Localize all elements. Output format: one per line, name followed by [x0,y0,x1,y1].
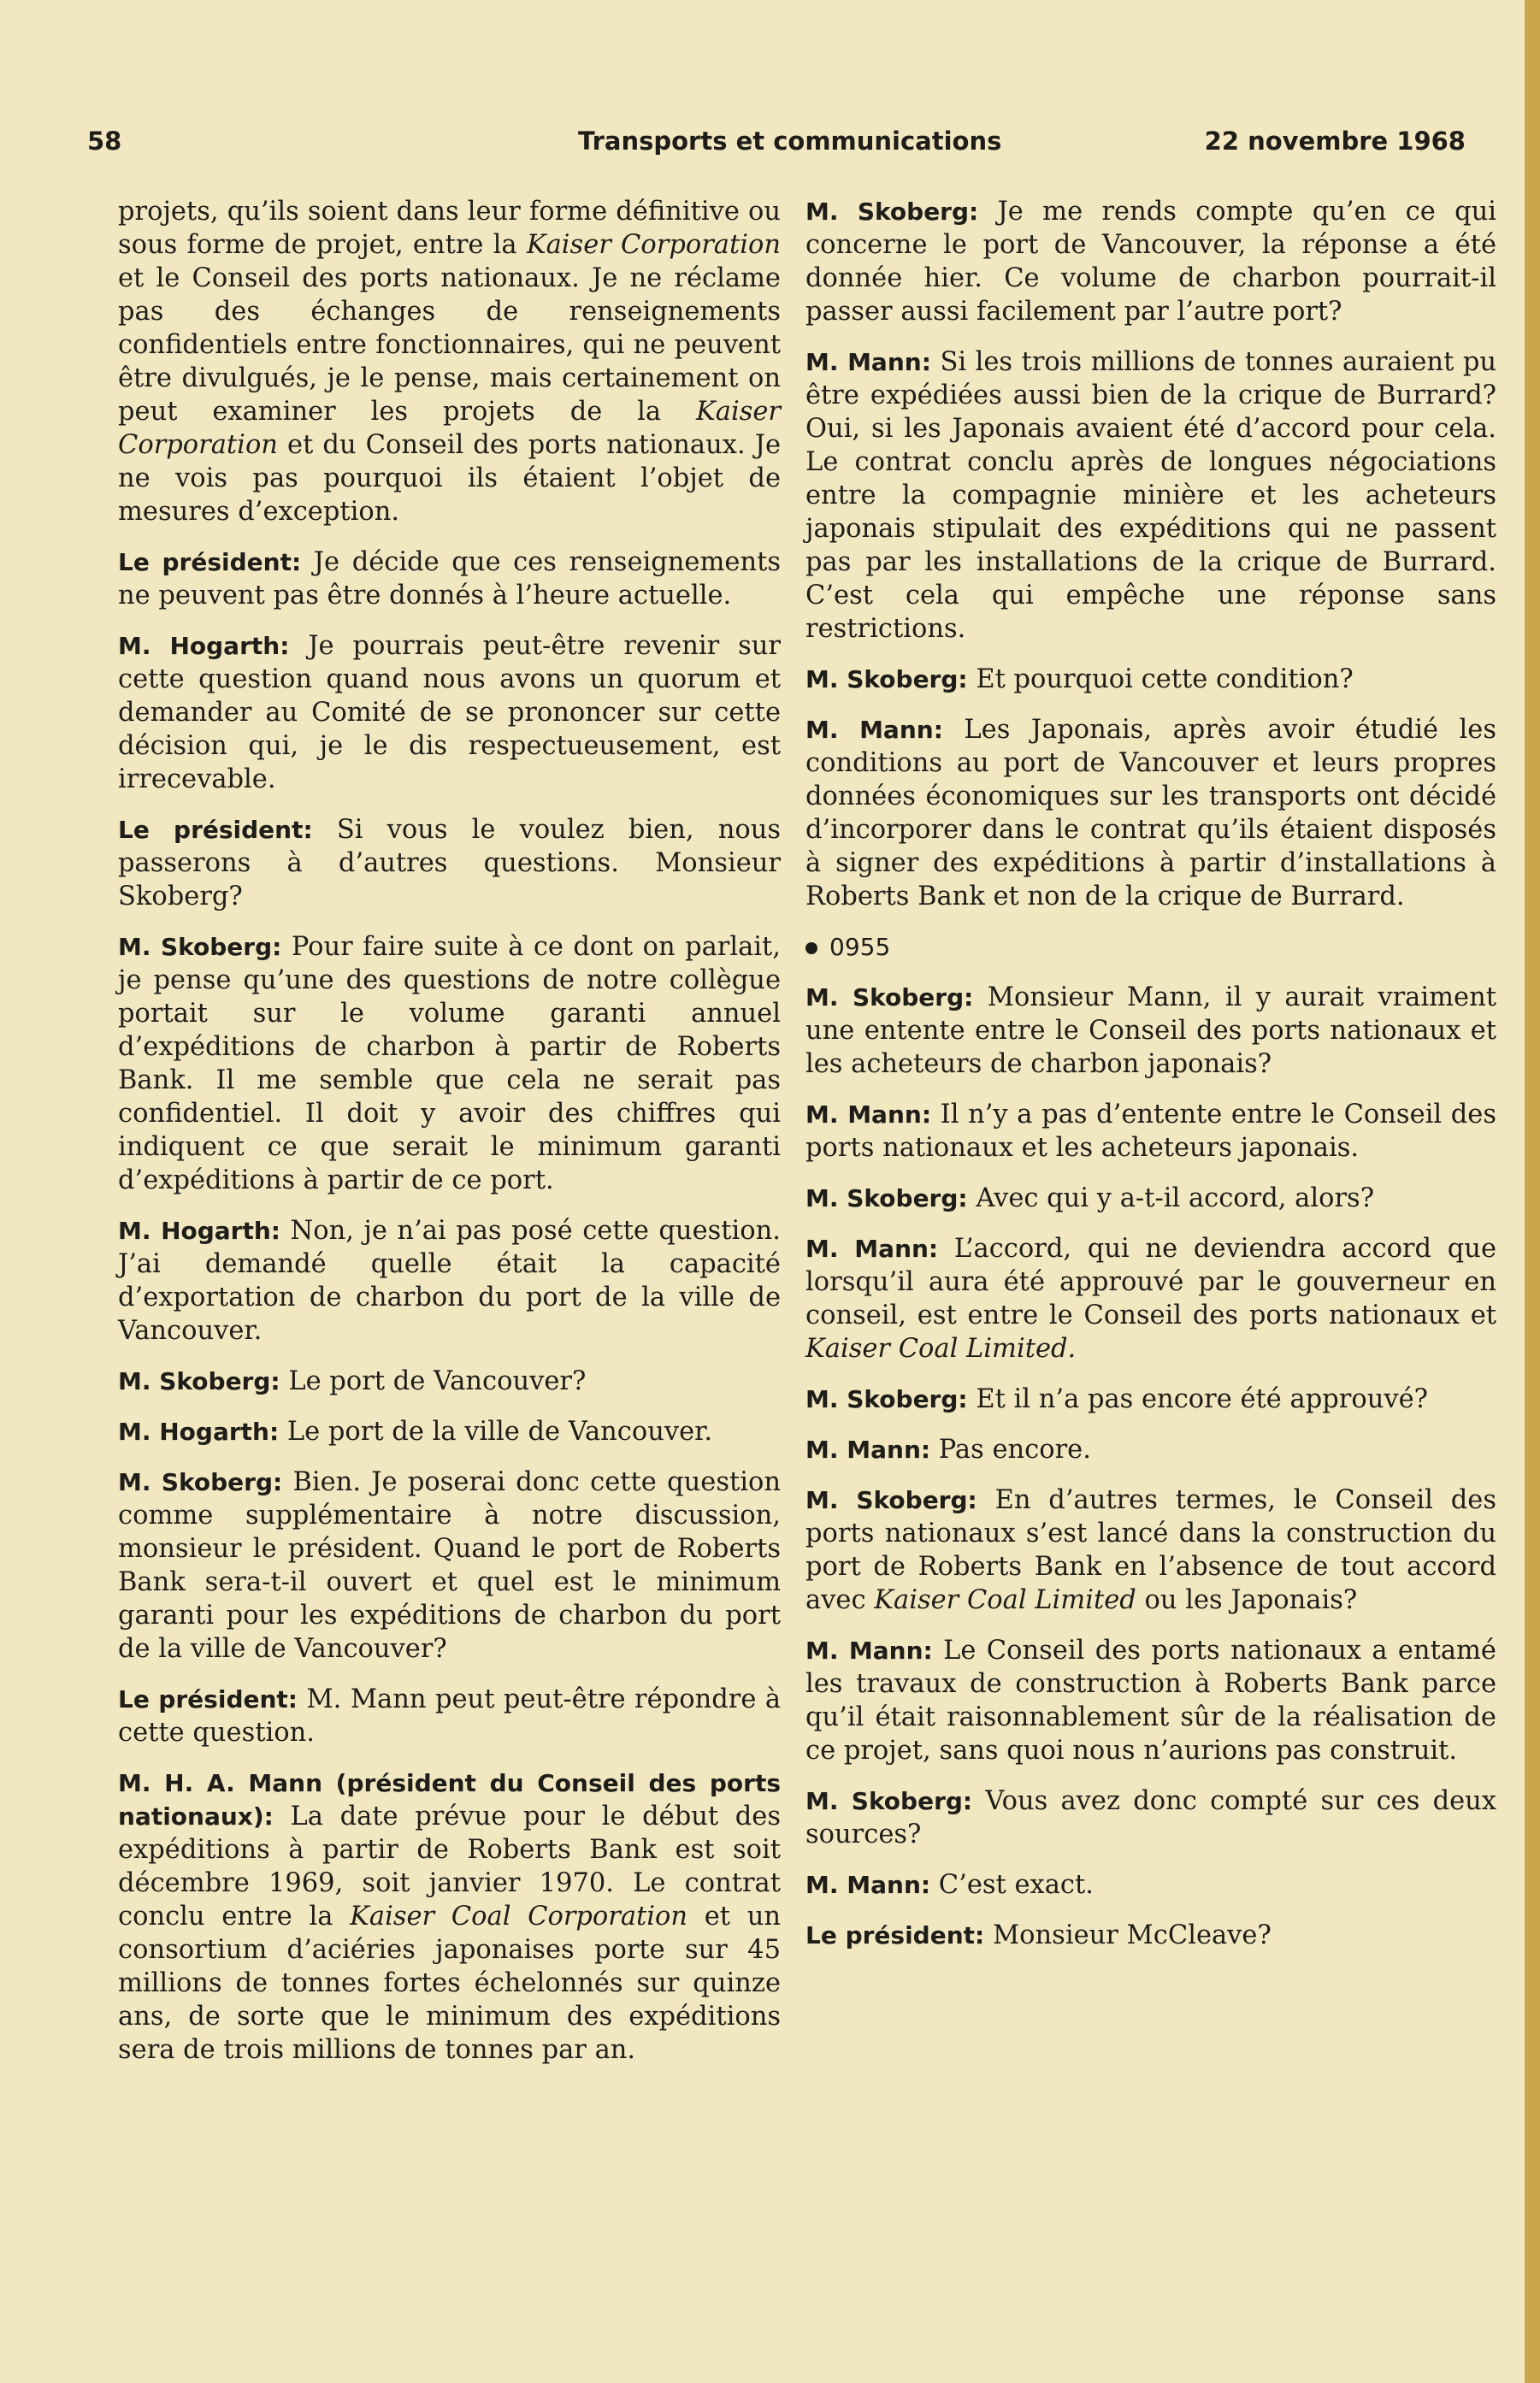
body-text: Non, je n’ai pas posé cette question. J’ai demandé quelle était la capacité d’exportation de charbon du port de la ville de Vancouver. [118,1216,781,1346]
body-text: projets, qu’ils soient dans leur forme définitive ou sous forme de projet, entre la [118,197,781,260]
paragraph [805,981,1496,1081]
speaker-name: Le président: [805,1921,985,1949]
body-text: Le port de la ville de Vancouver. [286,1417,713,1447]
body-text: Je pourrais peut-être revenir sur cette question quand nous avons un quorum et demander au Comité de se prononcer sur cette décision qui, je le dis respectueusement, est irrecevable. [118,631,781,794]
paragraph [118,1415,781,1448]
time-marker [805,930,1496,964]
italic-text: Kaiser Coal Limited. [805,1334,1077,1364]
paragraph [805,1868,1496,1902]
speaker-name: M. Mann: [805,348,931,376]
paragraph [805,1383,1496,1416]
header-date: 22 novembre 1968 [1204,127,1466,156]
paragraph [118,1365,781,1398]
body-text: Monsieur McCleave? [992,1920,1272,1950]
body-text: Et il n’a pas encore été approuvé? [976,1384,1428,1414]
speaker-name: M. Mann: [805,1637,933,1665]
italic-text: Kaiser Coal Corporation [350,1902,688,1932]
speaker-name: M. Hogarth: [118,632,290,660]
speaker-name: M. Mann: [805,1100,932,1129]
paragraph [118,195,781,528]
speaker-name: M. H. A. Mann (président du Conseil des ports nationaux): [118,1769,781,1831]
italic-text: Kaiser Corporation [526,230,781,260]
paragraph [805,195,1496,328]
body-text: ou les Japonais? [1136,1585,1358,1615]
body-text: Vous avez donc compté sur ces deux sources? [805,1786,1497,1849]
speaker-name: M. Skoberg: [805,1486,977,1514]
paragraph [805,663,1496,696]
italic-text: Kaiser Corporation [118,397,781,460]
body-text: Pour faire suite à ce dont on parlait, je pense qu’une des questions de notre collègue portait sur le volume garanti annuel d’expéditions de charbon à partir de Roberts Bank. Il me semble que cela ne serait pas confidentiel. Il doit y avoir des chiffres qui indiquent ce que serait le minimum garanti d’expéditions à partir de ce port. [118,932,782,1195]
speaker-name: M. Skoberg: [118,1367,280,1395]
speaker-name: Le président: [118,1685,298,1714]
body-text: L’accord, qui ne deviendra accord que lorsqu’il aura été approuvé par le gouverneur en conseil, est entre le Conseil des ports nationaux et [805,1234,1497,1330]
body-text: C’est exact. [938,1870,1094,1900]
speaker-name: M. Skoberg: [805,983,974,1012]
speaker-name: M. Skoberg: [805,1184,968,1212]
body-text: Si les trois millions de tonnes auraient pu être expédiées aussi bien de la crique de Burrard? Oui, si les Japonais avaient été d’accord pour cela. Le contrat conclu après de longues négociations entre la compagnie minière et les acheteurs japonais stipulait des expéditions qui ne passent pas par les installations de la crique de Burrard. C’est cela qui empêche une réponse sans restrictions. [805,347,1497,644]
body-text: Si vous le voulez bien, nous passerons à d’autres questions. Monsieur Skoberg? [118,815,781,911]
body-text: En d’autres termes, le Conseil des ports nationaux s’est lancé dans la construction du port de Roberts Bank en l’absence de tout accord avec [805,1485,1496,1615]
right-column [805,195,1496,1969]
body-text: et le Conseil des ports nationaux. Je ne réclame pas des échanges de renseignements confidentiels entre fonctionnaires, qui ne peuvent être divulgués, je le pense, mais certainement on peut examiner les projets de la [118,263,781,427]
body-text: Les Japonais, après avoir étudié les conditions au port de Vancouver et leurs propres données économiques sur les transports ont décidé d’incorporer dans le contrat qu’ils étaient disposés à signer des expéditions à partir d’installations à Roberts Bank et non de la crique de Burrard. [805,715,1496,911]
paragraph [805,1784,1496,1851]
italic-text: Kaiser Coal Limited [874,1585,1136,1615]
paragraph [118,930,781,1197]
speaker-name: Le président: [118,548,302,576]
paragraph [118,813,781,913]
paragraph [118,629,781,796]
time-marker-text: 0955 [829,933,891,961]
paragraph [118,1767,781,2067]
speaker-name: M. Hogarth: [118,1418,280,1446]
body-text: Je me rends compte qu’en ce qui concerne le port de Vancouver, la réponse a été donnée hier. Ce volume de charbon pourrait-il passer aussi facilement par l’autre port? [805,197,1496,327]
running-header [80,127,1466,169]
speaker-name: M. Mann: [805,1235,939,1263]
body-text: Avec qui y a-t-il accord, alors? [976,1183,1375,1213]
header-title: Transports et communications [578,127,1002,156]
paragraph [805,1433,1496,1466]
body-text: Monsieur Mann, il y aurait vraiment une entente entre le Conseil des ports nationaux et les acheteurs de charbon japonais? [805,982,1496,1079]
speaker-name: M. Skoberg: [805,198,979,226]
paragraph [118,1214,781,1348]
body-text: Le port de Vancouver? [288,1366,587,1396]
body-text: Je décide que ces renseignements ne peuvent pas être donnés à l’heure actuelle. [118,547,782,610]
speaker-name: M. Skoberg: [805,665,968,693]
paragraph [805,1634,1496,1767]
bullet-icon [805,942,817,954]
speaker-name: M. Mann: [805,716,943,744]
paragraph [805,1232,1496,1366]
body-text: Il n’y a pas d’entente entre le Conseil des ports nationaux et les acheteurs japonais. [805,1100,1496,1163]
body-text: et un consortium d’aciéries japonaises porte sur 45 millions de tonnes fortes échelonnés sur quinze ans, de sorte que le minimum des expéditions sera de trois millions de tonnes par an. [118,1902,782,2065]
paragraph [805,713,1496,913]
paragraph [805,1919,1496,1952]
paragraph [805,345,1496,646]
page-edge [1525,0,1540,2383]
body-text: M. Mann peut peut-être répondre à cette question. [118,1684,782,1748]
speaker-name: Le président: [118,816,313,844]
paragraph [805,1483,1496,1617]
body-text: Le Conseil des ports nationaux a entamé les travaux de construction à Roberts Bank parce qu’il était raisonnablement sûr de la réalisation de ce projet, sans quoi nous n’aurions pas construit. [805,1636,1496,1766]
body-text: Pas encore. [938,1435,1091,1465]
speaker-name: M. Mann: [805,1436,931,1464]
speaker-name: M. Hogarth: [118,1217,280,1245]
body-text: La date prévue pour le début des expéditions à partir de Roberts Bank est soit décembre 1969, soit janvier 1970. Le contrat conclu entre la [118,1802,781,1932]
body-text: et du Conseil des ports nationaux. Je ne vois pas pourquoi ils étaient l’objet de mesures d’exception. [118,430,781,527]
paragraph [118,1683,781,1749]
body-text: Et pourquoi cette condition? [976,664,1354,694]
body-text: Bien. Je poserai donc cette question comme supplémentaire à notre discussion, monsieur le président. Quand le port de Roberts Bank sera-t-il ouvert et quel est le minimum garanti pour les expéditions de charbon du port de la ville de Vancouver? [118,1467,781,1664]
paragraph [118,546,781,612]
paragraph [118,1466,781,1666]
left-column [118,195,781,2084]
speaker-name: M. Mann: [805,1871,931,1899]
paragraph [805,1182,1496,1215]
paragraph [805,1098,1496,1165]
speaker-name: M. Skoberg: [805,1787,973,1815]
speaker-name: M. Skoberg: [118,1468,283,1496]
page-number: 58 [87,127,122,156]
speaker-name: M. Skoberg: [805,1385,968,1413]
speaker-name: M. Skoberg: [118,933,282,961]
